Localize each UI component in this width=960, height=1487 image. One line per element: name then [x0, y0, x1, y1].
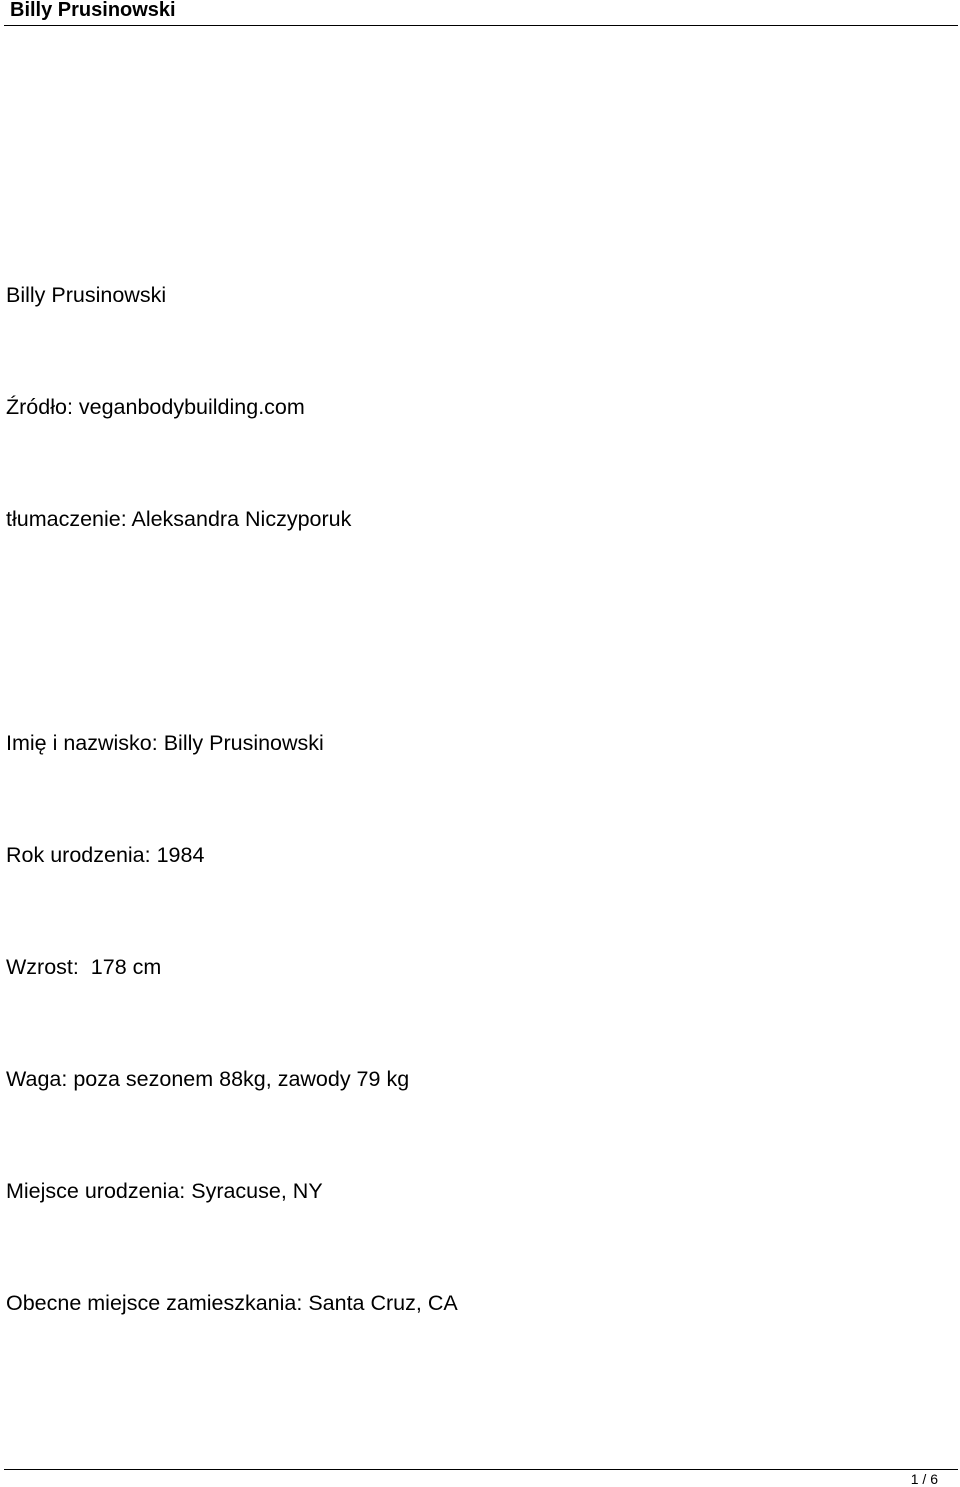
footer-divider — [4, 1469, 958, 1470]
article-title: Billy Prusinowski — [6, 283, 167, 307]
name-line: Imię i nazwisko: Billy Prusinowski — [6, 731, 324, 755]
birthplace-line: Miejsce urodzenia: Syracuse, NY — [6, 1179, 323, 1203]
translator-line: tłumaczenie: Aleksandra Niczyporuk — [6, 507, 352, 531]
weight-line: Waga: poza sezonem 88kg, zawody 79 kg — [6, 1067, 410, 1091]
page-header-title: Billy Prusinowski — [10, 0, 176, 21]
height-line: Wzrost: 178 cm — [6, 955, 162, 979]
header-divider — [4, 25, 958, 26]
source-line: Źródło: veganbodybuilding.com — [6, 395, 305, 419]
page-number: 1 / 6 — [910, 1471, 938, 1487]
birth-year-line: Rok urodzenia: 1984 — [6, 843, 205, 867]
residence-line: Obecne miejsce zamieszkania: Santa Cruz, CA — [6, 1291, 458, 1315]
